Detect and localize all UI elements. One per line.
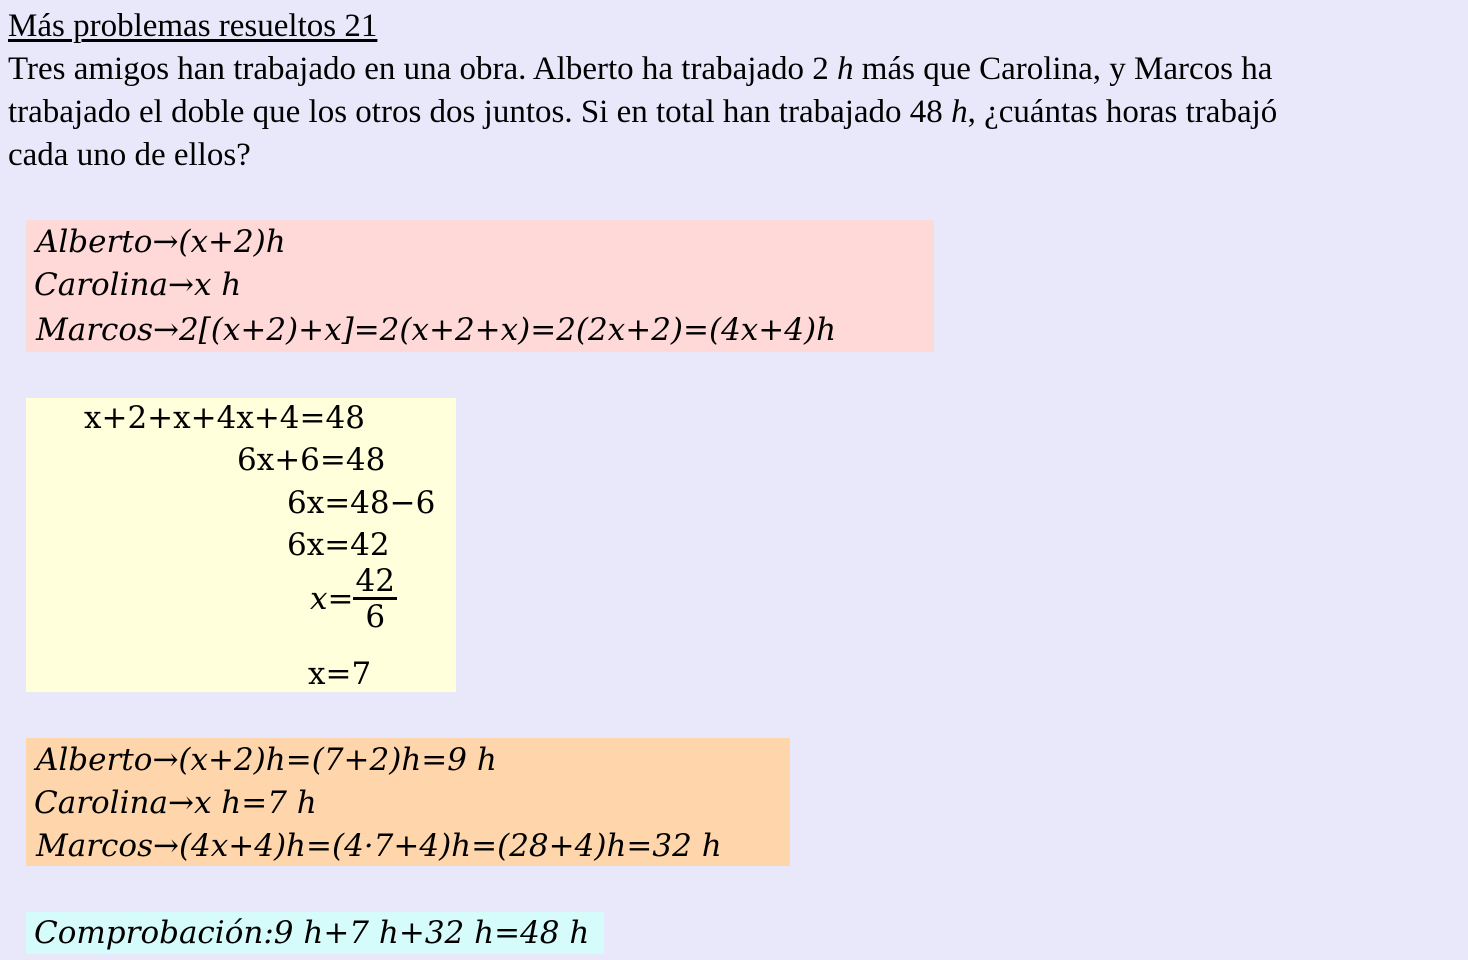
equation-step-2: 6x+6=48 [237,442,386,478]
statement-line-1: Tres amigos han trabajado en una obra. Alberto ha trabajado 2 h más que Carolina, y Marcos ha [8,51,1273,87]
definition-marcos: Marcos→2[(x+2)+x]=2(x+2+x)=2(2x+2)=(4x+4)h [36,312,837,348]
check-line: Comprobación:9 h+7 h+32 h=48 h [34,915,590,951]
statement-line-3: cada uno de ellos? [8,137,251,173]
result-carolina: Carolina→x h=7 h [34,785,317,821]
equation-step-5: x= $\frac{42}{6}$ [310,563,395,635]
result-alberto: Alberto→(x+2)h=(7+2)h=9 h [36,742,497,778]
equation-step-1: x+2+x+4x+4=48 [84,400,365,436]
equation-step-6: x=7 [308,656,372,692]
equation-step-3: 6x=48−6 [287,485,436,521]
statement-line-2: trabajado el doble que los otros dos juntos. Si en total han trabajado 48 h, ¿cuántas horas trabajó [8,94,1278,130]
definition-carolina: Carolina→x h [34,267,242,303]
fraction: $\frac{42}{6}$ [355,563,395,635]
result-marcos: Marcos→(4x+4)h=(4·7+4)h=(28+4)h=32 h [36,828,722,864]
solving-box [26,398,456,692]
page-title: Más problemas resueltos 21 [8,8,378,44]
equation-step-4: 6x=42 [287,527,390,563]
definitions-box [26,220,934,352]
results-box [26,738,790,866]
definition-alberto: Alberto→(x+2)h [36,224,286,260]
check-box [26,912,604,954]
problem-statement [8,48,1458,177]
